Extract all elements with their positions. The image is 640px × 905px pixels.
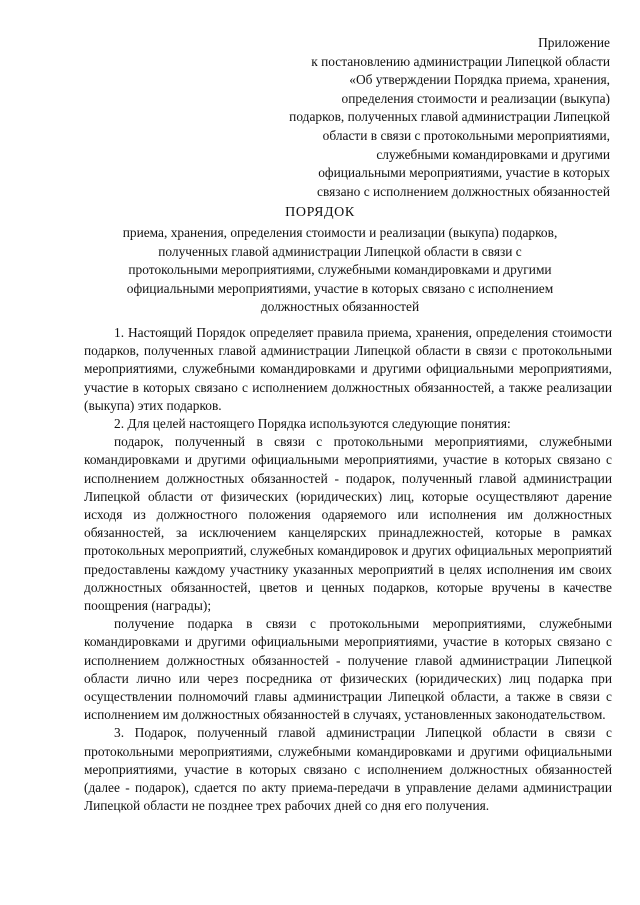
definition-gift: подарок, полученный в связи с протокольными мероприятиями, служебными командировками и другими официальными мероприятиями, участие в которых связано с исполнением должностных обязанностей - подарок, полученный главой администрации Липецкой области от физических (юридических) лиц, которые осуществляют дарение исходя из должностного положения одаряемого или исполнения им должностных обязанностей, за исключением канцелярских принадлежностей, которые в рамках протокольных мероприятий, служебных командировок и других официальных мероприятий предоставлены каждому участнику указанных мероприятий в целях исполнения им своих должностных обязанностей, цветов и ценных подарков, которые вручены в качестве поощрения (награды); — [84, 434, 612, 614]
definition-receiving-gift: получение подарка в связи с протокольными мероприятиями, служебными командировками и другими официальными мероприятиями, участие в которых связано с исполнением должностных обязанностей - получение главой администрации Липецкой области лично или через посредника от физических (юридических) лиц подарка при осуществлении полномочий главы администрации Липецкой области, а также в связи с исполнением им должностных обязанностей в случаях, установленных законодательством. — [84, 616, 612, 723]
appendix-line: подарков, полученных главой администрации Липецкой — [289, 109, 610, 125]
subtitle-line: приема, хранения, определения стоимости и реализации (выкупа) подарков, — [122, 225, 558, 240]
subtitle-line: официальными мероприятиями, участие в которых связано с исполнением — [126, 280, 554, 296]
paragraph-2: 2. Для целей настоящего Порядка используются следующие понятия: — [114, 416, 511, 432]
appendix-line: Приложение — [538, 35, 610, 50]
subtitle-line: должностных обязанностей — [260, 299, 420, 315]
paragraph-3: 3. Подарок, полученный главой администрации Липецкой области в связи с протокольными мероприятиями, служебными командировками и другими официальными мероприятиями, участие в которых связано с исполнением должностных обязанностей (далее - подарок), сдается по акту приема-передачи в управление делами администрации Липецкой области не позднее трех рабочих дней со дня его получения. — [84, 725, 612, 814]
appendix-line: области в связи с протокольными мероприятиями, — [322, 127, 610, 143]
appendix-header — [190, 34, 610, 201]
appendix-line: связано с исполнением должностных обязанностей — [317, 183, 610, 199]
document-body — [84, 324, 612, 815]
subtitle-line: протокольными мероприятиями, служебными командировками и другими — [128, 262, 552, 278]
appendix-line: к постановлению администрации Липецкой области — [311, 53, 610, 69]
document-title: ПОРЯДОК — [285, 205, 355, 220]
document-subtitle — [90, 224, 590, 317]
paragraph-1: 1. Настоящий Порядок определяет правила приема, хранения, определения стоимости подарков, полученных главой администрации Липецкой области в связи с протокольными мероприятиями, служебными командировками и другими официальными мероприятиями, участие в которых связано с исполнением должностных обязанностей, а также реализации (выкупа) этих подарков. — [84, 325, 612, 413]
appendix-line: официальными мероприятиями, участие в которых — [318, 165, 610, 181]
appendix-line: определения стоимости и реализации (выкупа) — [341, 90, 610, 106]
appendix-line: «Об утверждении Порядка приема, хранения, — [349, 72, 610, 88]
subtitle-line: полученных главой администрации Липецкой области в связи с — [158, 243, 522, 259]
appendix-line: служебными командировками и другими — [376, 146, 610, 162]
